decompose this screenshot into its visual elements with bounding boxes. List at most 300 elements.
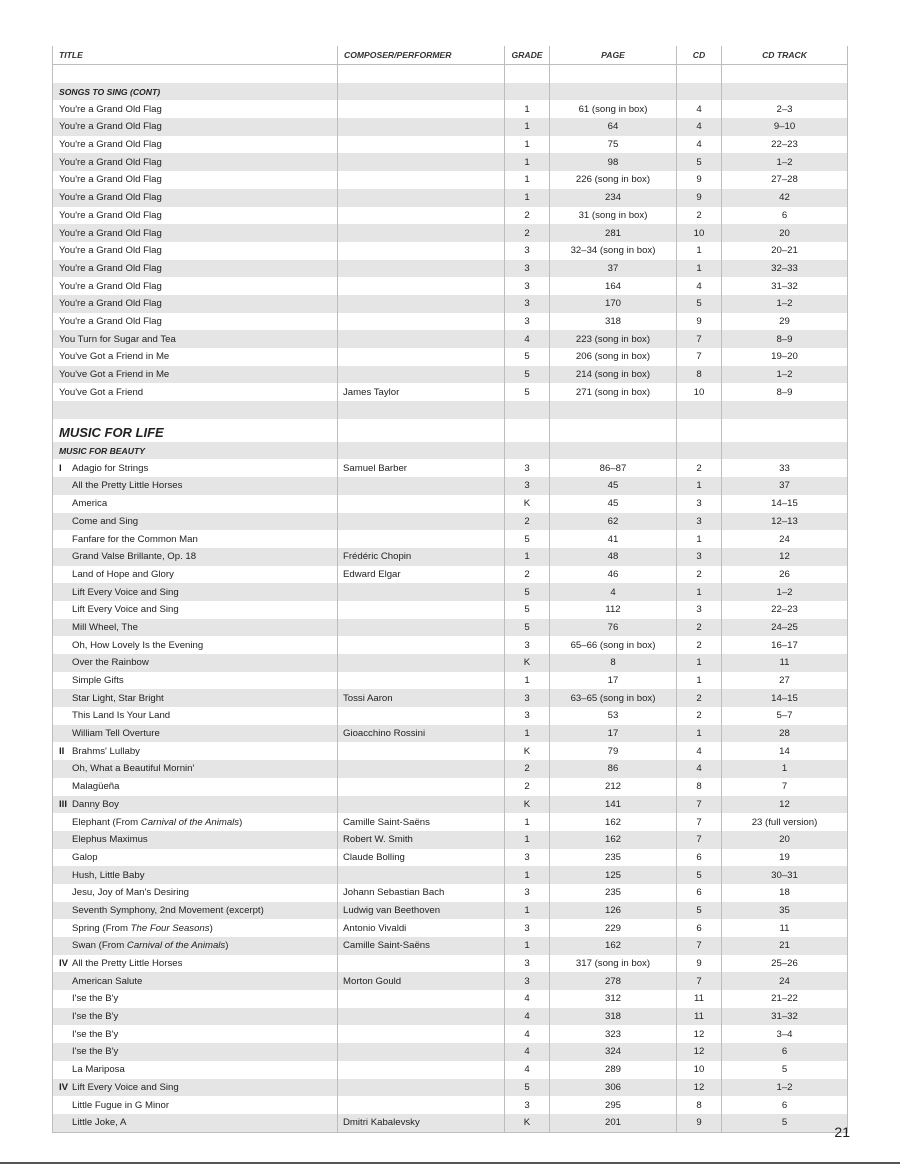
cd-cell: 7 — [677, 831, 722, 849]
grade-cell: 3 — [505, 277, 550, 295]
page-cell: 75 — [550, 136, 677, 154]
track-cell: 8–9 — [722, 330, 848, 348]
song-title: Hush, Little Baby — [72, 869, 145, 881]
title-cell — [53, 459, 338, 477]
title-cell — [53, 990, 338, 1008]
composer-cell — [338, 1061, 505, 1079]
table-row — [53, 654, 848, 672]
title-cell — [53, 383, 338, 401]
composer-cell — [338, 636, 505, 654]
cd-cell: 1 — [677, 654, 722, 672]
table-row — [53, 1061, 848, 1079]
grade-cell: 5 — [505, 601, 550, 619]
composer-cell: Johann Sebastian Bach — [338, 884, 505, 902]
table-row — [53, 778, 848, 796]
table-row — [53, 742, 848, 760]
table-row — [53, 224, 848, 242]
track-cell: 14–15 — [722, 689, 848, 707]
song-title: You're a Grand Old Flag — [59, 245, 162, 257]
section-header-row — [53, 442, 848, 460]
section-title-music-for-life: MUSIC FOR LIFE — [53, 419, 338, 442]
table-row — [53, 1043, 848, 1061]
grade-cell: 1 — [505, 725, 550, 743]
composer-cell: Camille Saint-Saëns — [338, 813, 505, 831]
song-title: You're a Grand Old Flag — [59, 192, 162, 204]
header-track: CD TRACK — [722, 46, 848, 65]
page-cell: 79 — [550, 742, 677, 760]
page-cell: 8 — [550, 654, 677, 672]
table-row — [53, 849, 848, 867]
track-cell: 14 — [722, 742, 848, 760]
table-row — [53, 725, 848, 743]
grade-cell: 2 — [505, 778, 550, 796]
page-cell: 125 — [550, 866, 677, 884]
song-title: Come and Sing — [72, 515, 139, 527]
song-title: Jesu, Joy of Man's Desiring — [72, 887, 190, 899]
cd-cell: 10 — [677, 224, 722, 242]
section-header-row — [53, 419, 848, 442]
composer-cell — [338, 224, 505, 242]
song-title: Little Joke, A — [72, 1117, 127, 1129]
track-cell: 37 — [722, 477, 848, 495]
cd-cell: 2 — [677, 207, 722, 225]
title-cell — [53, 224, 338, 242]
composer-cell — [338, 707, 505, 725]
song-title: Star Light, Star Bright — [72, 692, 164, 704]
cd-cell: 2 — [677, 459, 722, 477]
page-cell: 4 — [550, 583, 677, 601]
header-grade: GRADE — [505, 46, 550, 65]
cd-cell: 3 — [677, 495, 722, 513]
track-cell: 21 — [722, 937, 848, 955]
song-title: Grand Valse Brillante, Op. 18 — [72, 551, 197, 563]
track-cell: 32–33 — [722, 260, 848, 278]
song-title: You've Got a Friend — [59, 386, 144, 398]
composer-cell — [338, 990, 505, 1008]
composer-cell: Camille Saint-Saëns — [338, 937, 505, 955]
title-cell — [53, 260, 338, 278]
page-cell: 201 — [550, 1114, 677, 1132]
page-cell: 48 — [550, 548, 677, 566]
section-header-row — [53, 83, 848, 101]
table-row — [53, 495, 848, 513]
page-cell: 226 (song in box) — [550, 171, 677, 189]
title-cell — [53, 495, 338, 513]
cd-cell: 7 — [677, 937, 722, 955]
table-row — [53, 796, 848, 814]
cd-cell: 3 — [677, 548, 722, 566]
track-cell: 2–3 — [722, 100, 848, 118]
title-cell — [53, 796, 338, 814]
grade-cell: K — [505, 1114, 550, 1132]
cd-cell: 9 — [677, 189, 722, 207]
song-title: All the Pretty Little Horses — [72, 958, 183, 970]
song-title: Spring (From — [72, 922, 131, 934]
song-title: Lift Every Voice and Sing — [72, 586, 179, 598]
track-cell: 24–25 — [722, 619, 848, 637]
page-cell: 206 (song in box) — [550, 348, 677, 366]
song-title: Fanfare for the Common Man — [72, 533, 198, 545]
section-title-music-for-beauty: MUSIC FOR BEAUTY — [53, 442, 338, 460]
track-cell: 9–10 — [722, 118, 848, 136]
track-cell: 28 — [722, 725, 848, 743]
grade-cell: 1 — [505, 136, 550, 154]
song-title: Over the Rainbow — [72, 657, 149, 669]
table-row — [53, 583, 848, 601]
title-cell — [53, 636, 338, 654]
page-cell: 317 (song in box) — [550, 955, 677, 973]
song-title: Seventh Symphony, 2nd Movement (excerpt) — [72, 904, 264, 916]
composer-cell: Morton Gould — [338, 972, 505, 990]
song-title: Danny Boy — [72, 798, 119, 810]
track-cell: 1 — [722, 760, 848, 778]
page-cell: 295 — [550, 1096, 677, 1114]
song-title: You've Got a Friend in Me — [59, 369, 170, 381]
composer-cell — [338, 654, 505, 672]
composer-cell: Tossi Aaron — [338, 689, 505, 707]
table-row — [53, 813, 848, 831]
song-title: Lift Every Voice and Sing — [72, 1081, 179, 1093]
title-cell — [53, 1114, 338, 1132]
cd-cell: 4 — [677, 100, 722, 118]
song-title: You're a Grand Old Flag — [59, 121, 162, 133]
song-title-italic-part: Carnival of the Animals — [140, 816, 240, 828]
grade-cell: K — [505, 742, 550, 760]
track-cell: 6 — [722, 1096, 848, 1114]
title-cell — [53, 477, 338, 495]
grade-cell: 1 — [505, 866, 550, 884]
cd-cell: 6 — [677, 849, 722, 867]
cd-cell: 10 — [677, 1061, 722, 1079]
table-row — [53, 1096, 848, 1114]
page-cell: 235 — [550, 884, 677, 902]
song-title: You've Got a Friend in Me — [59, 351, 170, 363]
table-row — [53, 100, 848, 118]
title-cell — [53, 831, 338, 849]
title-cell — [53, 513, 338, 531]
song-index-table — [52, 46, 848, 1133]
title-cell — [53, 583, 338, 601]
composer-cell: Claude Bolling — [338, 849, 505, 867]
cd-cell: 4 — [677, 760, 722, 778]
table-row — [53, 153, 848, 171]
composer-cell — [338, 100, 505, 118]
track-cell: 16–17 — [722, 636, 848, 654]
composer-cell — [338, 171, 505, 189]
cd-cell: 5 — [677, 902, 722, 920]
song-title: Simple Gifts — [72, 675, 124, 687]
spacer-row — [53, 65, 848, 83]
song-title: You're a Grand Old Flag — [59, 103, 162, 115]
title-cell — [53, 295, 338, 313]
page-cell: 126 — [550, 902, 677, 920]
track-cell: 42 — [722, 189, 848, 207]
cd-cell: 9 — [677, 171, 722, 189]
track-cell: 1–2 — [722, 295, 848, 313]
title-cell — [53, 937, 338, 955]
table-row — [53, 313, 848, 331]
cd-cell: 5 — [677, 866, 722, 884]
composer-cell — [338, 313, 505, 331]
page-cell: 278 — [550, 972, 677, 990]
song-title: Oh, How Lovely Is the Evening — [72, 639, 204, 651]
composer-cell — [338, 118, 505, 136]
grade-cell: K — [505, 654, 550, 672]
cd-cell: 1 — [677, 672, 722, 690]
song-title: You're a Grand Old Flag — [59, 139, 162, 151]
track-cell: 1–2 — [722, 366, 848, 384]
cd-cell: 10 — [677, 383, 722, 401]
cd-cell: 4 — [677, 277, 722, 295]
page-cell: 64 — [550, 118, 677, 136]
page-cell: 98 — [550, 153, 677, 171]
cd-cell: 1 — [677, 583, 722, 601]
table-row — [53, 1114, 848, 1132]
grade-cell: K — [505, 796, 550, 814]
unit-numeral: I — [59, 462, 62, 474]
grade-cell: 4 — [505, 1008, 550, 1026]
table-row — [53, 513, 848, 531]
page-cell: 76 — [550, 619, 677, 637]
grade-cell: 3 — [505, 849, 550, 867]
song-title: You Turn for Sugar and Tea — [59, 333, 176, 345]
cd-cell: 2 — [677, 707, 722, 725]
composer-cell — [338, 778, 505, 796]
title-cell — [53, 1061, 338, 1079]
composer-cell — [338, 153, 505, 171]
cd-cell: 12 — [677, 1043, 722, 1061]
title-cell — [53, 242, 338, 260]
table-row — [53, 330, 848, 348]
page-cell: 86 — [550, 760, 677, 778]
song-title: I'se the B'y — [72, 1046, 119, 1058]
title-cell — [53, 725, 338, 743]
title-cell — [53, 972, 338, 990]
page-cell: 162 — [550, 813, 677, 831]
title-cell — [53, 330, 338, 348]
page-cell: 37 — [550, 260, 677, 278]
table-row — [53, 530, 848, 548]
page-cell: 63–65 (song in box) — [550, 689, 677, 707]
title-cell — [53, 171, 338, 189]
composer-cell — [338, 242, 505, 260]
track-cell: 30–31 — [722, 866, 848, 884]
page-cell: 46 — [550, 566, 677, 584]
track-cell: 14–15 — [722, 495, 848, 513]
song-title: Galop — [72, 851, 98, 863]
title-cell — [53, 902, 338, 920]
page-cell: 164 — [550, 277, 677, 295]
table-row — [53, 383, 848, 401]
grade-cell: 4 — [505, 1043, 550, 1061]
track-cell: 25–26 — [722, 955, 848, 973]
title-cell — [53, 530, 338, 548]
cd-cell: 2 — [677, 566, 722, 584]
cd-cell: 5 — [677, 295, 722, 313]
title-cell — [53, 919, 338, 937]
grade-cell: 4 — [505, 1025, 550, 1043]
page-cell: 223 (song in box) — [550, 330, 677, 348]
page-cell: 306 — [550, 1079, 677, 1097]
title-cell — [53, 849, 338, 867]
page-cell: 45 — [550, 495, 677, 513]
song-title: You're a Grand Old Flag — [59, 227, 162, 239]
table-row — [53, 619, 848, 637]
table-row — [53, 884, 848, 902]
table-row — [53, 260, 848, 278]
title-cell — [53, 654, 338, 672]
song-title: This Land Is Your Land — [72, 710, 171, 722]
track-cell: 19–20 — [722, 348, 848, 366]
track-cell: 19 — [722, 849, 848, 867]
page-number: 21 — [834, 1124, 850, 1140]
cd-cell: 6 — [677, 884, 722, 902]
table-row — [53, 972, 848, 990]
cd-cell: 7 — [677, 796, 722, 814]
track-cell: 5 — [722, 1061, 848, 1079]
composer-cell: Ludwig van Beethoven — [338, 902, 505, 920]
composer-cell — [338, 330, 505, 348]
cd-cell: 5 — [677, 153, 722, 171]
table-row — [53, 831, 848, 849]
composer-cell — [338, 277, 505, 295]
composer-cell: Antonio Vivaldi — [338, 919, 505, 937]
grade-cell: 4 — [505, 990, 550, 1008]
unit-numeral: IV — [59, 958, 69, 970]
composer-cell — [338, 742, 505, 760]
unit-numeral: III — [59, 798, 67, 810]
table-row — [53, 1079, 848, 1097]
composer-cell — [338, 866, 505, 884]
grade-cell: 4 — [505, 330, 550, 348]
table-row — [53, 672, 848, 690]
composer-cell — [338, 672, 505, 690]
page-cell: 212 — [550, 778, 677, 796]
page-cell: 214 (song in box) — [550, 366, 677, 384]
page-cell: 86–87 — [550, 459, 677, 477]
song-title: Elephant (From — [72, 816, 141, 828]
song-title: I'se the B'y — [72, 1028, 119, 1040]
table-row — [53, 207, 848, 225]
page-cell: 281 — [550, 224, 677, 242]
cd-cell: 2 — [677, 619, 722, 637]
song-title-end: ) — [225, 940, 229, 952]
table-row — [53, 118, 848, 136]
composer-cell — [338, 1079, 505, 1097]
grade-cell: 3 — [505, 459, 550, 477]
table-row — [53, 277, 848, 295]
cd-cell: 7 — [677, 348, 722, 366]
table-row — [53, 295, 848, 313]
title-cell — [53, 1043, 338, 1061]
title-cell — [53, 672, 338, 690]
table-row — [53, 548, 848, 566]
song-title: William Tell Overture — [72, 728, 160, 740]
page-cell: 112 — [550, 601, 677, 619]
cd-cell: 8 — [677, 778, 722, 796]
track-cell: 33 — [722, 459, 848, 477]
table-row — [53, 866, 848, 884]
composer-cell — [338, 1096, 505, 1114]
title-cell — [53, 1008, 338, 1026]
song-title: Lift Every Voice and Sing — [72, 604, 179, 616]
table-row — [53, 919, 848, 937]
title-cell — [53, 707, 338, 725]
header-row — [53, 46, 848, 65]
index-table-container — [52, 46, 847, 1133]
track-cell: 11 — [722, 919, 848, 937]
cd-cell: 3 — [677, 513, 722, 531]
composer-cell: Dmitri Kabalevsky — [338, 1114, 505, 1132]
title-cell — [53, 1079, 338, 1097]
table-row — [53, 990, 848, 1008]
track-cell: 26 — [722, 566, 848, 584]
grade-cell: 3 — [505, 972, 550, 990]
page-cell: 229 — [550, 919, 677, 937]
title-cell — [53, 955, 338, 973]
track-cell: 12 — [722, 548, 848, 566]
track-cell: 31–32 — [722, 1008, 848, 1026]
grade-cell: 2 — [505, 224, 550, 242]
page-cell: 170 — [550, 295, 677, 313]
title-cell — [53, 689, 338, 707]
cd-cell: 9 — [677, 1114, 722, 1132]
cd-cell: 4 — [677, 118, 722, 136]
composer-cell — [338, 366, 505, 384]
table-row — [53, 189, 848, 207]
grade-cell: 1 — [505, 153, 550, 171]
grade-cell: 3 — [505, 260, 550, 278]
grade-cell: 1 — [505, 902, 550, 920]
grade-cell: 1 — [505, 189, 550, 207]
table-body — [53, 65, 848, 1133]
page-cell: 323 — [550, 1025, 677, 1043]
page-cell: 312 — [550, 990, 677, 1008]
title-cell — [53, 778, 338, 796]
track-cell: 1–2 — [722, 1079, 848, 1097]
track-cell: 27–28 — [722, 171, 848, 189]
page-cell: 289 — [550, 1061, 677, 1079]
track-cell: 6 — [722, 207, 848, 225]
grade-cell: 1 — [505, 831, 550, 849]
track-cell: 22–23 — [722, 601, 848, 619]
cd-cell: 1 — [677, 725, 722, 743]
track-cell: 29 — [722, 313, 848, 331]
title-cell — [53, 136, 338, 154]
track-cell: 22–23 — [722, 136, 848, 154]
table-row — [53, 566, 848, 584]
grade-cell: 1 — [505, 937, 550, 955]
table-row — [53, 707, 848, 725]
header-composer: COMPOSER/PERFORMER — [338, 46, 505, 65]
grade-cell: 3 — [505, 636, 550, 654]
cd-cell: 4 — [677, 742, 722, 760]
grade-cell: 3 — [505, 242, 550, 260]
composer-cell: Gioacchino Rossini — [338, 725, 505, 743]
page-cell: 53 — [550, 707, 677, 725]
composer-cell — [338, 1025, 505, 1043]
song-title: Mill Wheel, The — [72, 621, 138, 633]
song-title-end: ) — [209, 922, 213, 934]
track-cell: 20–21 — [722, 242, 848, 260]
song-title: La Mariposa — [72, 1064, 125, 1076]
title-cell — [53, 348, 338, 366]
composer-cell — [338, 207, 505, 225]
composer-cell: Robert W. Smith — [338, 831, 505, 849]
song-title: Oh, What a Beautiful Mornin' — [72, 763, 195, 775]
title-cell — [53, 866, 338, 884]
track-cell: 12 — [722, 796, 848, 814]
